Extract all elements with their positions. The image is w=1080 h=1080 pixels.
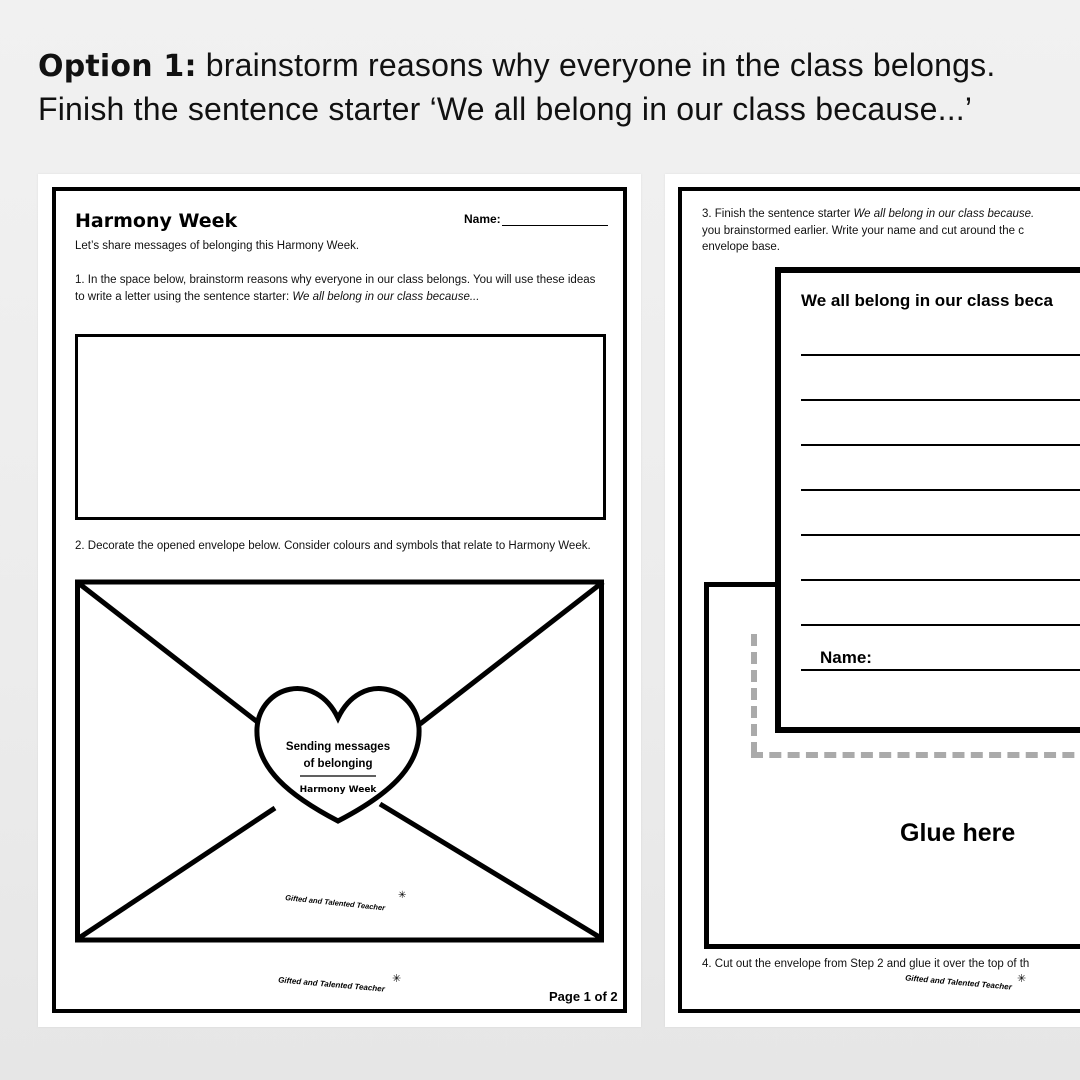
heart-text-line-1: Sending messages	[285, 741, 391, 753]
glue-here-label: Glue here	[900, 819, 1016, 847]
step-1-text: 1. In the space below, brainstorm reasons why everyone in our class belongs. You will use these ideas to write a letter using the sentence starter:	[75, 274, 596, 303]
letter-heading: We all belong in our class beca	[801, 291, 1053, 310]
sparkle-icon: ✳	[398, 890, 407, 901]
writing-line[interactable]	[801, 624, 1080, 626]
worksheet-page-1	[38, 174, 641, 1027]
heading-line-2: Finish the sentence starter ‘We all belong in our class because...’	[38, 91, 973, 127]
page-number: Page 1 of 2	[549, 989, 618, 1004]
step-4-instructions: 4. Cut out the envelope from Step 2 and glue it over the top of th	[702, 958, 1030, 970]
letter-name-line[interactable]	[801, 669, 1080, 671]
footer-brand-logo: Gifted and Talented Teacher	[277, 975, 386, 994]
writing-line[interactable]	[801, 579, 1080, 581]
writing-line[interactable]	[801, 399, 1080, 401]
option-heading	[38, 44, 995, 131]
writing-line[interactable]	[801, 444, 1080, 446]
worksheet-page-2	[665, 174, 1080, 1027]
step-1-sentence-starter: We all belong in our class because...	[292, 290, 480, 303]
writing-line[interactable]	[801, 354, 1080, 356]
heart-seal-icon	[257, 689, 419, 821]
name-label: Name:	[464, 212, 501, 226]
envelope-brand-logo: Gifted and Talented Teacher	[284, 893, 386, 913]
footer-brand-logo: Gifted and Talented Teacher	[904, 973, 1013, 992]
step-3-text-line-2: you brainstormed earlier. Write your name and cut around the c	[702, 224, 1024, 237]
step-3-text-line-3: envelope base.	[702, 241, 781, 253]
writing-line[interactable]	[801, 534, 1080, 536]
sparkle-icon: ✳	[1017, 973, 1027, 985]
heading-line-1-text: brainstorm reasons why everyone in the class belongs.	[196, 47, 996, 83]
envelope-illustration[interactable]	[75, 578, 605, 944]
step-1-instructions	[75, 272, 605, 305]
step-3-instructions	[702, 206, 1080, 256]
cut-line-vertical	[751, 634, 757, 754]
letter-card[interactable]	[775, 267, 1080, 733]
sparkle-icon: ✳	[392, 973, 402, 985]
option-label: Option 1:	[38, 49, 197, 84]
step-3-text: 3. Finish the sentence starter	[702, 208, 854, 220]
heading-line-1	[38, 47, 995, 83]
writing-line[interactable]	[801, 489, 1080, 491]
heart-text-line-2: of belonging	[303, 758, 373, 770]
brainstorm-box[interactable]	[75, 334, 606, 520]
step-3-sentence-starter: We all belong in our class because.	[853, 208, 1035, 220]
worksheet-title: Harmony Week	[75, 210, 238, 232]
heart-text-line-3: Harmony Week	[299, 785, 377, 795]
cut-line-horizontal	[751, 752, 1080, 758]
intro-text: Let’s share messages of belonging this Harmony Week.	[75, 240, 360, 252]
name-field-line[interactable]	[502, 225, 608, 226]
letter-name-label: Name:	[820, 648, 872, 667]
step-2-instructions: 2. Decorate the opened envelope below. Consider colours and symbols that relate to Harmony Week.	[75, 540, 591, 552]
